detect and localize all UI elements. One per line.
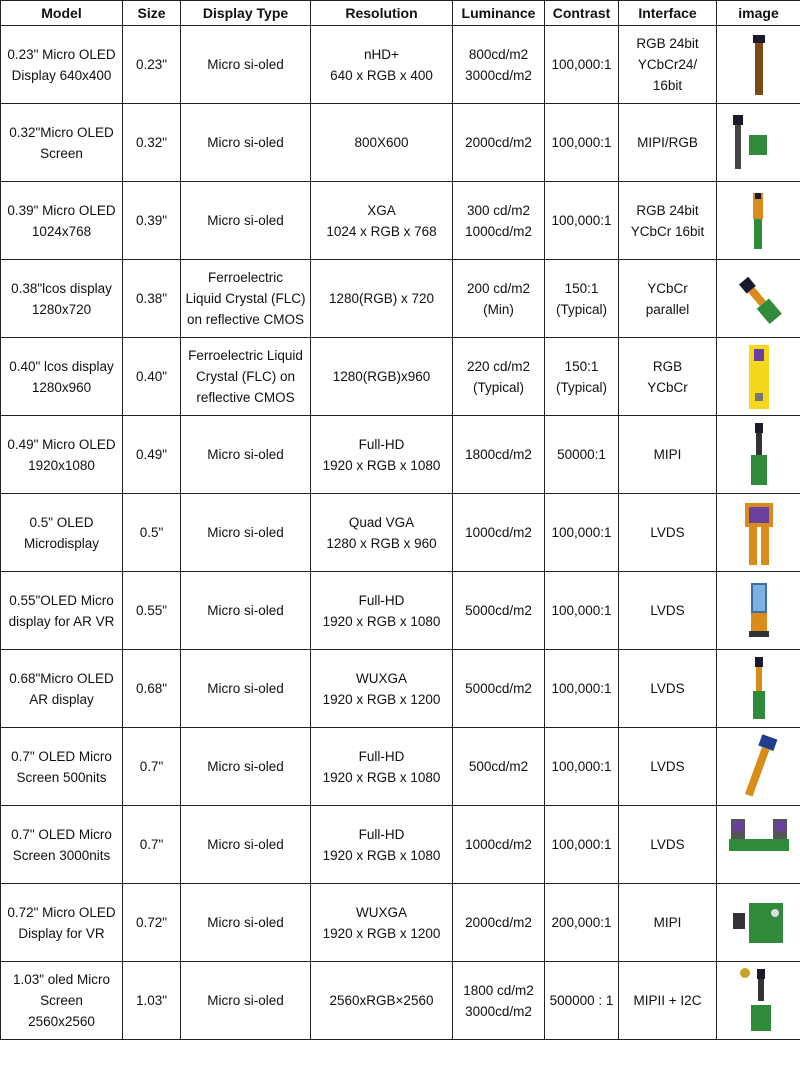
resolution-cell (311, 104, 453, 182)
model-cell-line: 0.32"Micro OLED (9, 124, 114, 140)
model-cell-line: 1.03" oled Micro (12, 972, 111, 987)
resolution-cell-line: WUXGA (355, 670, 407, 686)
luminance-cell (453, 650, 545, 728)
header-row (1, 1, 800, 26)
model-cell (1, 416, 123, 494)
luminance-cell-line: 1000cd/m2 (465, 837, 532, 852)
luminance-cell (453, 572, 545, 650)
contrast-cell (545, 728, 619, 806)
luminance-cell-line: 1000cd/m2 (465, 223, 532, 239)
luminance-cell-line: 220 cd/m2 (466, 358, 531, 374)
table-row (1, 728, 800, 806)
display-type-cell-line: Micro si-oled (207, 837, 284, 852)
display-type-cell-line: Micro si-oled (207, 135, 284, 150)
model-cell (1, 962, 123, 1040)
model-cell-line: Screen 500nits (16, 769, 107, 785)
luminance-cell-line: (Min) (483, 301, 514, 317)
interface-cell (619, 338, 717, 416)
contrast-cell (545, 572, 619, 650)
model-cell-line: 0.7" OLED Micro (11, 826, 112, 842)
contrast-cell (545, 260, 619, 338)
display-type-cell-line: Micro si-oled (207, 915, 284, 930)
resolution-cell-line: Full-HD (358, 748, 405, 764)
resolution-cell (311, 884, 453, 962)
size-cell: 0.5" (123, 494, 181, 572)
interface-cell (619, 650, 717, 728)
image-cell (717, 806, 800, 884)
interface-cell-line: parallel (645, 301, 690, 317)
interface-cell-line: LVDS (650, 525, 685, 540)
interface-cell-line: YCbCr24/ (637, 57, 698, 72)
interface-cell (619, 494, 717, 572)
model-cell (1, 728, 123, 806)
long-flex-module-icon (727, 31, 791, 99)
model-cell (1, 182, 123, 260)
luminance-cell (453, 884, 545, 962)
model-cell (1, 806, 123, 884)
contrast-cell-line: 100,000:1 (551, 759, 612, 774)
model-cell (1, 338, 123, 416)
resolution-cell (311, 260, 453, 338)
contrast-cell-line: (Typical) (555, 379, 607, 395)
contrast-cell-line: 150:1 (564, 280, 599, 296)
luminance-cell-line: 500cd/m2 (468, 759, 529, 774)
luminance-cell-line: 1000cd/m2 (465, 525, 532, 540)
contrast-cell-line: 100,000:1 (551, 57, 612, 72)
table-row (1, 806, 800, 884)
size-cell: 0.7" (123, 806, 181, 884)
table-row (1, 650, 800, 728)
model-cell-line: 0.23" Micro OLED (7, 46, 116, 62)
image-cell (717, 884, 800, 962)
luminance-cell (453, 104, 545, 182)
size-cell: 0.7" (123, 728, 181, 806)
interface-cell (619, 416, 717, 494)
slim-flex-board-icon (727, 655, 791, 723)
luminance-cell (453, 728, 545, 806)
contrast-cell-line: 100,000:1 (551, 837, 612, 852)
luminance-cell-line: 5000cd/m2 (465, 603, 532, 618)
interface-cell (619, 884, 717, 962)
table-row (1, 182, 800, 260)
display-type-cell (181, 884, 311, 962)
display-type-cell (181, 26, 311, 104)
interface-cell (619, 572, 717, 650)
display-type-cell-line: Micro si-oled (207, 993, 284, 1008)
resolution-cell (311, 962, 453, 1040)
model-cell-line: 0.55"OLED Micro (9, 592, 114, 608)
resolution-cell-line: XGA (367, 202, 396, 218)
interface-cell-line: RGB (652, 358, 683, 374)
header-image: image (717, 1, 800, 26)
contrast-cell (545, 494, 619, 572)
header-contrast: Contrast (545, 1, 619, 26)
size-cell: 0.55" (123, 572, 181, 650)
resolution-cell (311, 650, 453, 728)
luminance-cell (453, 416, 545, 494)
resolution-cell (311, 572, 453, 650)
contrast-cell-line: 100,000:1 (551, 603, 612, 618)
contrast-cell (545, 338, 619, 416)
contrast-cell-line: (Typical) (555, 301, 607, 317)
model-cell (1, 884, 123, 962)
luminance-cell (453, 182, 545, 260)
interface-cell-line: MIPII + I2C (633, 993, 702, 1008)
interface-cell (619, 806, 717, 884)
luminance-cell-line: 800cd/m2 (468, 46, 529, 62)
contrast-cell-line: 200,000:1 (551, 915, 612, 930)
resolution-cell-line: nHD+ (364, 46, 399, 62)
model-cell-line: 0.38"lcos display (11, 280, 112, 296)
model-cell-line: 1024x768 (31, 223, 92, 239)
resolution-cell-line: WUXGA (355, 904, 407, 920)
round-part-board-module-icon (727, 967, 791, 1035)
model-cell-line: 0.7" OLED Micro (11, 748, 112, 764)
luminance-cell-line: 1800cd/m2 (465, 447, 532, 462)
model-cell-line: 1280x960 (31, 379, 92, 395)
header-size: Size (123, 1, 181, 26)
square-panel-dual-flex-icon (727, 499, 791, 567)
model-cell (1, 260, 123, 338)
display-type-cell (181, 728, 311, 806)
resolution-cell (311, 26, 453, 104)
model-cell-line: Microdisplay (23, 535, 100, 551)
luminance-cell-line: 2000cd/m2 (465, 915, 532, 930)
display-type-cell (181, 416, 311, 494)
model-cell-line: 0.68"Micro OLED (9, 670, 114, 686)
contrast-cell (545, 806, 619, 884)
luminance-cell (453, 338, 545, 416)
table-row (1, 962, 800, 1040)
model-cell-line: AR display (29, 691, 94, 707)
display-type-cell-line: Micro si-oled (207, 603, 284, 618)
contrast-cell-line: 100,000:1 (551, 681, 612, 696)
image-cell (717, 182, 800, 260)
table-row (1, 260, 800, 338)
image-cell (717, 26, 800, 104)
interface-cell-line: MIPI (653, 447, 682, 462)
header-interface: Interface (619, 1, 717, 26)
image-cell (717, 260, 800, 338)
tall-panel-flex-icon (727, 577, 791, 645)
image-cell (717, 962, 800, 1040)
table-row (1, 26, 800, 104)
luminance-cell (453, 260, 545, 338)
resolution-cell-line: 1920 x RGB x 1080 (322, 613, 441, 629)
resolution-cell-line: 1920 x RGB x 1080 (322, 769, 441, 785)
resolution-cell-line: Full-HD (358, 592, 405, 608)
image-cell (717, 572, 800, 650)
model-cell-line: Screen 3000nits (12, 847, 111, 863)
model-cell (1, 494, 123, 572)
luminance-cell-line: 3000cd/m2 (465, 1003, 532, 1019)
model-cell-line: Display for VR (18, 925, 105, 941)
luminance-cell (453, 962, 545, 1040)
header-luminance: Luminance (453, 1, 545, 26)
model-cell-line: 0.49" Micro OLED (7, 436, 116, 452)
size-cell: 1.03" (123, 962, 181, 1040)
resolution-cell (311, 338, 453, 416)
luminance-cell-line: 2000cd/m2 (465, 135, 532, 150)
interface-cell-line: RGB 24bit (636, 202, 699, 218)
interface-cell (619, 728, 717, 806)
table-row (1, 416, 800, 494)
image-cell (717, 728, 800, 806)
display-type-cell-line: Micro si-oled (207, 759, 284, 774)
size-cell: 0.72" (123, 884, 181, 962)
interface-cell-line: RGB 24bit (636, 36, 699, 51)
interface-cell-line: 16bit (652, 78, 683, 93)
display-type-cell-line: Micro si-oled (207, 213, 284, 228)
resolution-cell-line: 2560xRGB×2560 (329, 993, 434, 1008)
luminance-cell-line: 200 cd/m2 (466, 280, 531, 296)
interface-cell-line: MIPI (653, 915, 682, 930)
resolution-cell (311, 806, 453, 884)
resolution-cell-line: 1280(RGB) x 720 (328, 291, 435, 306)
display-type-cell (181, 104, 311, 182)
contrast-cell (545, 650, 619, 728)
resolution-cell-line: 1280 x RGB x 960 (326, 535, 437, 551)
size-cell: 0.68" (123, 650, 181, 728)
interface-cell-line: YCbCr (647, 280, 688, 296)
display-type-cell-line: Micro si-oled (207, 447, 284, 462)
resolution-cell-line: Full-HD (358, 436, 405, 452)
size-cell: 0.49" (123, 416, 181, 494)
header-resolution: Resolution (311, 1, 453, 26)
model-cell-line: 0.72" Micro OLED (7, 904, 116, 920)
display-type-cell-line: Micro si-oled (207, 681, 284, 696)
resolution-cell-line: 1920 x RGB x 1200 (322, 925, 441, 941)
interface-cell-line: YCbCr 16bit (630, 223, 705, 239)
interface-cell (619, 962, 717, 1040)
model-cell-line: Display 640x400 (11, 67, 112, 83)
resolution-cell-line: 1920 x RGB x 1080 (322, 847, 441, 863)
driver-board-module-icon (727, 889, 791, 957)
resolution-cell-line: 800X600 (354, 135, 409, 150)
resolution-cell-line: 640 x RGB x 400 (330, 67, 433, 83)
luminance-cell-line: (Typical) (472, 379, 524, 395)
interface-cell-line: MIPI/RGB (637, 135, 698, 150)
display-type-cell-line: reflective CMOS (196, 390, 295, 405)
resolution-cell (311, 182, 453, 260)
model-cell-line: 1920x1080 (28, 457, 95, 473)
yellow-board-module-icon (727, 343, 791, 411)
contrast-cell-line: 50000:1 (557, 447, 606, 462)
model-cell (1, 650, 123, 728)
header-display-type: Display Type (181, 1, 311, 26)
model-cell-line: Screen (40, 145, 83, 161)
size-cell: 0.38" (123, 260, 181, 338)
resolution-cell-line: Quad VGA (348, 514, 415, 530)
display-type-cell (181, 962, 311, 1040)
image-cell (717, 416, 800, 494)
model-cell-line: Screen (40, 993, 83, 1008)
display-type-cell (181, 806, 311, 884)
table-row (1, 104, 800, 182)
display-type-cell (181, 494, 311, 572)
contrast-cell-line: 100,000:1 (551, 525, 612, 540)
contrast-cell-line: 150:1 (564, 358, 599, 374)
contrast-cell-line: 500000 : 1 (549, 993, 614, 1008)
table-row (1, 884, 800, 962)
image-cell (717, 104, 800, 182)
model-cell-line: 0.5" OLED (29, 514, 94, 530)
display-type-cell (181, 260, 311, 338)
display-type-cell (181, 182, 311, 260)
interface-cell (619, 260, 717, 338)
luminance-cell (453, 494, 545, 572)
dual-panel-board-icon (727, 811, 791, 879)
contrast-cell-line: 100,000:1 (551, 213, 612, 228)
diagonal-lcos-module-icon (727, 265, 791, 333)
contrast-cell (545, 416, 619, 494)
table-row (1, 338, 800, 416)
display-type-cell-line: Ferroelectric Liquid (188, 348, 303, 363)
contrast-cell (545, 962, 619, 1040)
contrast-cell (545, 26, 619, 104)
model-cell (1, 572, 123, 650)
interface-cell-line: YCbCr (647, 379, 688, 395)
resolution-cell-line: 1920 x RGB x 1080 (322, 457, 441, 473)
display-type-cell-line: Liquid Crystal (FLC) (185, 291, 306, 306)
header-model: Model (1, 1, 123, 26)
model-cell-line: 1280x720 (31, 301, 92, 317)
display-type-cell-line: on reflective CMOS (186, 312, 305, 327)
resolution-cell-line: 1024 x RGB x 768 (326, 223, 437, 239)
model-cell-line: 0.40" lcos display (9, 358, 114, 374)
resolution-cell-line: 1280(RGB)x960 (332, 369, 431, 384)
table-row (1, 572, 800, 650)
luminance-cell-line: 3000cd/m2 (465, 67, 532, 83)
model-cell (1, 26, 123, 104)
interface-cell-line: LVDS (650, 759, 685, 774)
vertical-module-board-icon (727, 421, 791, 489)
size-cell: 0.23" (123, 26, 181, 104)
interface-cell-line: LVDS (650, 603, 685, 618)
luminance-cell (453, 806, 545, 884)
display-type-cell-line: Micro si-oled (207, 525, 284, 540)
luminance-cell-line: 1800 cd/m2 (463, 982, 534, 998)
resolution-cell (311, 494, 453, 572)
flex-with-board-icon (727, 187, 791, 255)
size-cell: 0.39" (123, 182, 181, 260)
interface-cell (619, 26, 717, 104)
module-with-board-icon (727, 109, 791, 177)
model-cell (1, 104, 123, 182)
display-type-cell (181, 650, 311, 728)
table-row (1, 494, 800, 572)
contrast-cell-line: 100,000:1 (551, 135, 612, 150)
interface-cell-line: LVDS (650, 837, 685, 852)
luminance-cell (453, 26, 545, 104)
size-cell: 0.40" (123, 338, 181, 416)
resolution-cell (311, 728, 453, 806)
angled-flex-module-icon (727, 733, 791, 801)
model-cell-line: 0.39" Micro OLED (7, 202, 116, 218)
size-cell: 0.32" (123, 104, 181, 182)
resolution-cell-line: 1920 x RGB x 1200 (322, 691, 441, 707)
interface-cell (619, 104, 717, 182)
contrast-cell (545, 104, 619, 182)
luminance-cell-line: 5000cd/m2 (465, 681, 532, 696)
resolution-cell-line: Full-HD (358, 826, 405, 842)
image-cell (717, 494, 800, 572)
display-type-cell (181, 572, 311, 650)
display-type-cell (181, 338, 311, 416)
contrast-cell (545, 182, 619, 260)
interface-cell-line: LVDS (650, 681, 685, 696)
display-type-cell-line: Crystal (FLC) on (195, 369, 295, 384)
luminance-cell-line: 300 cd/m2 (466, 202, 531, 218)
model-cell-line: 2560x2560 (28, 1014, 95, 1029)
resolution-cell (311, 416, 453, 494)
image-cell (717, 338, 800, 416)
display-type-cell-line: Micro si-oled (207, 57, 284, 72)
image-cell (717, 650, 800, 728)
display-type-cell-line: Ferroelectric (207, 270, 283, 285)
contrast-cell (545, 884, 619, 962)
model-cell-line: display for AR VR (8, 613, 115, 629)
interface-cell (619, 182, 717, 260)
